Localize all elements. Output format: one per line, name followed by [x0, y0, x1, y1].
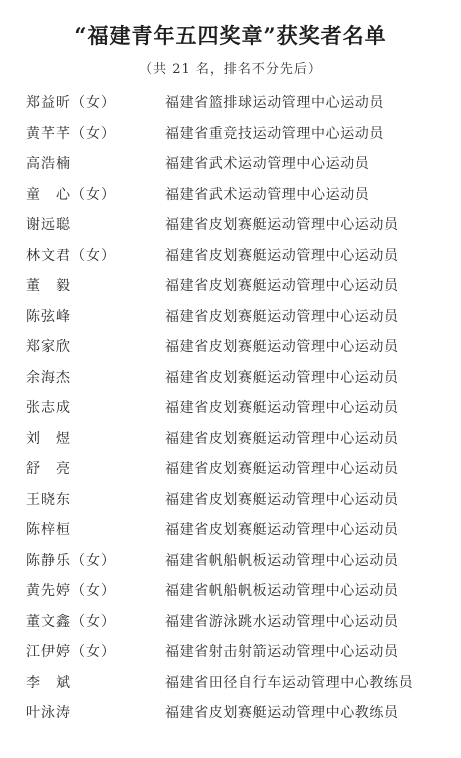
- page-subtitle: （共 21 名，排名不分先后）: [139, 62, 322, 77]
- awardee-name: 郑家欣: [26, 339, 71, 355]
- awardee-unit: 福建省皮划赛艇运动管理中心运动员: [165, 217, 399, 233]
- list-item: [0, 239, 461, 270]
- list-item: [0, 147, 461, 178]
- awardee-unit: 福建省帆船帆板运动管理中心运动员: [165, 583, 399, 599]
- awardee-unit: 福建省皮划赛艇运动管理中心运动员: [165, 461, 399, 477]
- awardee-name: 陈弦峰: [26, 308, 71, 325]
- awardee-unit: 福建省田径自行车运动管理中心教练员: [165, 674, 414, 691]
- list-item: [0, 330, 461, 361]
- awardee-name: 王晓东: [26, 491, 71, 508]
- awardee-name: 舒 亮: [26, 461, 71, 477]
- awardee-name: 江伊婷（女）: [26, 644, 116, 660]
- awardee-name: 高浩楠: [26, 156, 71, 172]
- list-item: [0, 666, 461, 697]
- awardee-unit: 福建省重竞技运动管理中心运动员: [165, 125, 384, 142]
- awardee-name: 董文鑫（女）: [26, 613, 116, 630]
- awardee-unit: 福建省篮排球运动管理中心运动员: [165, 95, 384, 111]
- awardee-unit: 福建省皮划赛艇运动管理中心运动员: [165, 430, 399, 447]
- awardee-name: 林文君（女）: [26, 247, 116, 264]
- awardee-name: 余海杰: [26, 369, 71, 386]
- awardee-unit: 福建省射击射箭运动管理中心运动员: [165, 644, 399, 660]
- awardee-unit: 福建省帆船帆板运动管理中心运动员: [165, 552, 399, 569]
- list-item: [0, 300, 461, 331]
- list-item: [0, 452, 461, 483]
- awardee-name: 黄芊芊（女）: [26, 125, 116, 142]
- awardee-unit: 福建省皮划赛艇运动管理中心运动员: [165, 522, 399, 538]
- list-item: [0, 86, 461, 117]
- awardee-unit: 福建省皮划赛艇运动管理中心运动员: [165, 400, 399, 416]
- awardee-unit: 福建省皮划赛艇运动管理中心运动员: [165, 339, 399, 355]
- list-item: [0, 269, 461, 300]
- awardee-unit: 福建省游泳跳水运动管理中心运动员: [165, 613, 399, 630]
- awardee-list: [0, 86, 461, 727]
- awardee-name: 叶泳涛: [26, 705, 71, 721]
- awardee-name: 刘 煜: [26, 430, 71, 447]
- list-item: [0, 635, 461, 666]
- list-item: [0, 422, 461, 453]
- list-item: [0, 208, 461, 239]
- awardee-unit: 福建省皮划赛艇运动管理中心运动员: [165, 491, 399, 508]
- list-item: [0, 391, 461, 422]
- awardee-name: 董 毅: [26, 278, 71, 294]
- awardee-unit: 福建省武术运动管理中心运动员: [165, 186, 370, 203]
- list-item: [0, 544, 461, 575]
- awardee-unit: 福建省皮划赛艇运动管理中心教练员: [165, 705, 399, 721]
- awardee-unit: 福建省皮划赛艇运动管理中心运动员: [165, 308, 399, 325]
- awardee-name: 黄先婷（女）: [26, 583, 116, 599]
- list-item: [0, 483, 461, 514]
- awardee-name: 童 心（女）: [26, 186, 116, 203]
- awardee-name: 陈静乐（女）: [26, 552, 116, 569]
- awardee-name: 李 斌: [26, 674, 71, 691]
- awardee-unit: 福建省皮划赛艇运动管理中心运动员: [165, 369, 399, 386]
- list-item: [0, 361, 461, 392]
- awardee-name: 张志成: [26, 400, 71, 416]
- awardee-unit: 福建省皮划赛艇运动管理中心运动员: [165, 278, 399, 294]
- list-item: [0, 605, 461, 636]
- list-item: [0, 513, 461, 544]
- awardee-unit: 福建省武术运动管理中心运动员: [165, 156, 370, 172]
- list-item: [0, 117, 461, 148]
- list-item: [0, 178, 461, 209]
- awardee-unit: 福建省皮划赛艇运动管理中心运动员: [165, 247, 399, 264]
- awardee-name: 陈梓桓: [26, 522, 71, 538]
- page-title: “福建青年五四奖章”获奖者名单: [74, 23, 387, 48]
- awardee-name: 郑益昕（女）: [26, 95, 116, 111]
- list-item: [0, 574, 461, 605]
- awardee-name: 谢远聪: [26, 217, 71, 233]
- list-item: [0, 696, 461, 727]
